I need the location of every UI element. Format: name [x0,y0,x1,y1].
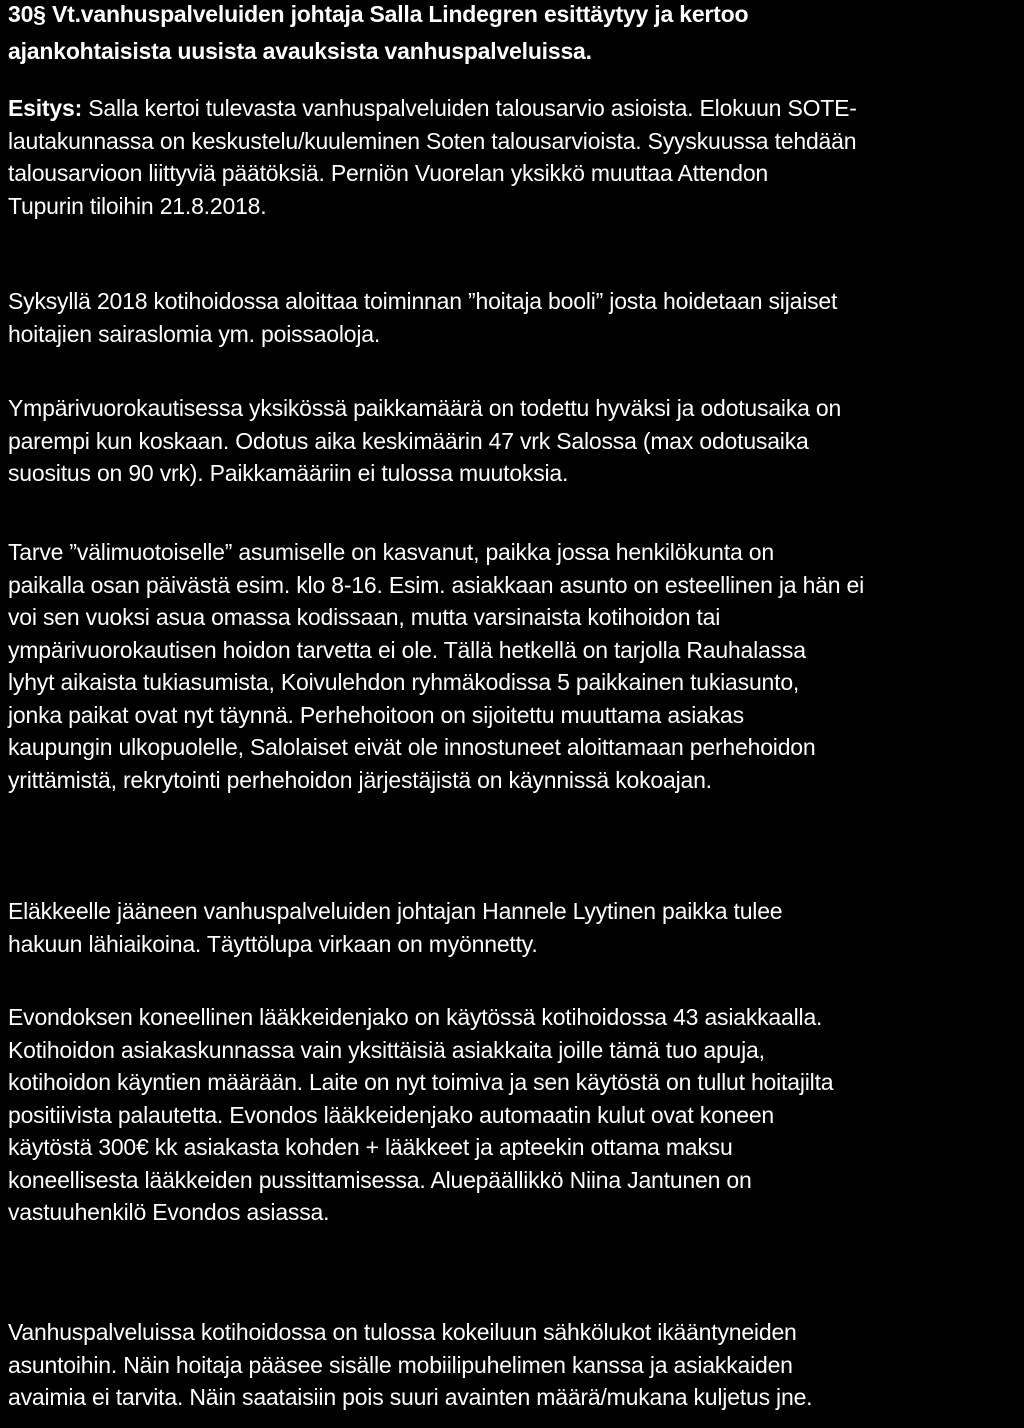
paragraph-line: paikalla osan päivästä esim. klo 8-16. Esim. asiakkaan asunto on esteellinen ja hän ei [8,571,865,598]
paragraph-line: lyhyt aikaista tukiasumista, Koivulehdon ryhmäkodissa 5 paikkainen tukiasunto, [8,669,800,695]
paragraph-line: yrittämistä, rekrytointi perhehoidon järjestäjistä on käynnissä kokoajan. [8,766,712,793]
paragraph-hoitaja-booli [8,285,837,350]
paragraph-line: Syksyllä 2018 kotihoidossa aloittaa toiminnan ”hoitaja booli” josta hoidetaan sijaiset [8,288,838,314]
paragraph-line: Evondoksen koneellinen lääkkeidenjako on käytössä kotihoidossa 43 asiakkaalla. [8,1004,823,1030]
paragraph-line: käytöstä 300€ kk asiakasta kohden + lääkkeet ja apteekin ottama maksu [8,1134,733,1160]
esitys-first-line-text: Salla kertoi tulevasta vanhuspalveluiden talousarvio asioista. Elokuun SOTE- [82,95,857,121]
paragraph-line: voi sen vuoksi asua omassa kodissaan, mutta varsinaista kotihoidon tai [8,604,721,630]
paragraph-line: Vanhuspalveluissa kotihoidossa on tulossa kokeiluun sähkölukot ikääntyneiden [8,1319,797,1345]
esitys-label: Esitys: [8,95,83,121]
paragraph-line: Eläkkeelle jääneen vanhuspalveluiden johtajan Hannele Lyytinen paikka tulee [8,898,783,924]
paragraph-line: lautakunnassa on keskustelu/kuuleminen Soten talousarvioista. Syyskuussa tehdään [8,127,857,154]
paragraph-line: vastuuhenkilö Evondos asiassa. [8,1199,330,1225]
paragraph-evondos [8,1001,833,1229]
paragraph-line: positiivista palautetta. Evondos lääkkeidenjako automaatin kulut ovat koneen [8,1101,775,1128]
paragraph-line: kotihoidon käyntien määrään. Laite on nyt toimiva ja sen käytöstä on tullut hoitajilta [8,1069,834,1095]
paragraph-line: hoitajien sairaslomia ym. poissaoloja. [8,320,381,347]
paragraph-line: ympärivuorokautisen hoidon tarvetta ei ole. Tällä hetkellä on tarjolla Rauhalassa [8,636,806,663]
paragraph-line: parempi kun koskaan. Odotus aika keskimäärin 47 vrk Salossa (max odotusaika [8,427,809,454]
paragraph-johtajan-paikka [8,895,782,960]
paragraph-line: Ympärivuorokautisessa yksikössä paikkamäärä on todettu hyväksi ja odotusaika on [8,395,842,421]
paragraph-sahkolukot [8,1316,812,1414]
paragraph-line: talousarvioon liittyviä päätöksiä. Perniön Vuorelan yksikkö muuttaa Attendon [8,160,769,186]
paragraph-line: suositus on 90 vrk). Paikkamääriin ei tulossa muutoksia. [8,460,569,486]
paragraph-line: koneellisesta lääkkeiden pussittamisessa. Aluepäällikkö Niina Jantunen on [8,1166,752,1193]
paragraph-line: asuntoihin. Näin hoitaja pääsee sisälle mobiilipuhelimen kanssa ja asiakkaiden [8,1351,793,1378]
paragraph-line: Tarve ”välimuotoiselle” asumiselle on kasvanut, paikka jossa henkilökunta on [8,539,774,565]
paragraph-line: Tupurin tiloihin 21.8.2018. [8,192,267,219]
paragraph-line: kaupungin ulkopuolelle, Salolaiset eivät ole innostuneet aloittamaan perhehoidon [8,734,816,760]
paragraph-line: Kotihoidon asiakaskunnassa vain yksittäisiä asiakkaita joille tämä tuo apuja, [8,1036,765,1063]
section-heading [8,0,748,70]
heading-line: 30§ Vt.vanhuspalveluiden johtaja Salla Lindegren esittäytyy ja kertoo [8,1,749,27]
paragraph-line: jonka paikat ovat nyt täynnä. Perhehoitoon on sijoitettu muuttama asiakas [8,701,744,728]
paragraph-ymparivuorokautinen [8,392,841,490]
esitys-first-line [8,92,857,125]
esitys-paragraph [8,92,857,222]
heading-line: ajankohtaisista uusista avauksista vanhuspalveluissa. [8,38,592,64]
paragraph-valimuotoinen-asuminen [8,536,864,796]
paragraph-line: hakuun lähiaikoina. Täyttölupa virkaan on myönnetty. [8,930,538,957]
paragraph-line: avaimia ei tarvita. Näin saataisiin pois suuri avainten määrä/mukana kuljetus jne. [8,1384,813,1410]
